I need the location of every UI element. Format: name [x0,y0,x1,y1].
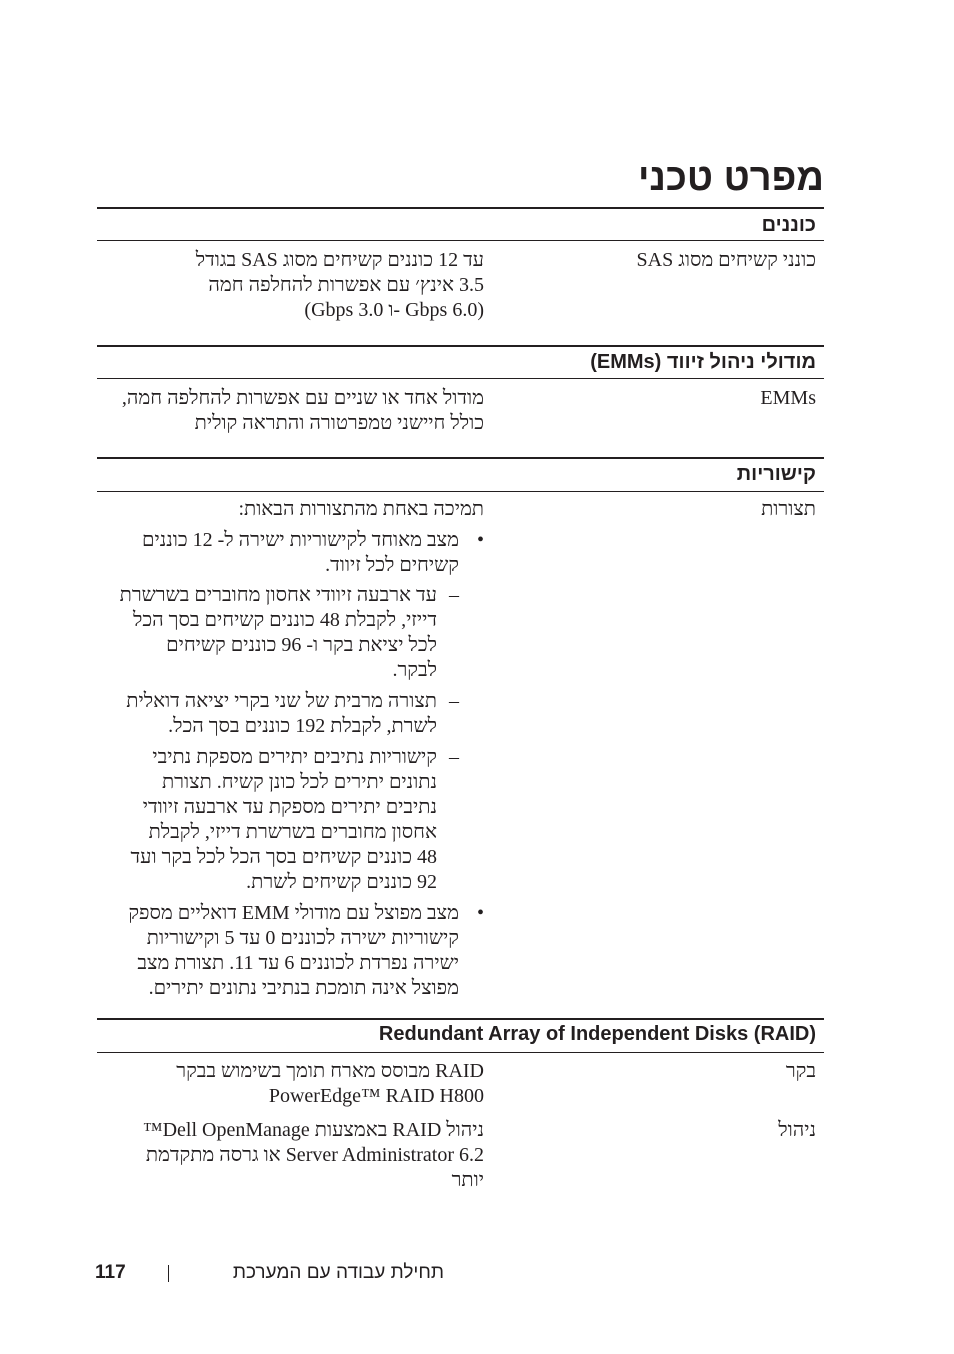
desc-line [104,1084,484,1109]
desc-line: 3.5 אינץ׳ עם אפשרות להחלפה חמה [208,274,484,296]
title-rule [97,207,824,209]
config-list [104,528,484,1001]
sub-item-max-config [104,689,481,739]
footer-chapter-title: תחילת עבודה עם המערכת [232,1262,444,1283]
row-desc-management [104,1118,484,1193]
section-title-emms: מודולי ניהול זיווד (EMMs) [590,351,816,373]
item-line: – תצורה מרבית של שני בקרי יציאה דואלית [126,690,437,712]
row-desc-controller [104,1059,484,1109]
item-line: – עד ארבעה זיוודי אחסון מחוברים בשרשרת [119,584,437,606]
item-line: ישירה נפרדת לכוננים 6 עד 11. תצורת מצב [137,952,459,974]
desc-line: RAID מבוסס מארח תומך בשימוש בבקר [176,1060,484,1082]
page-title: מפרט טכני [638,157,824,199]
row-label-management: ניהול [778,1119,816,1141]
item-line: קשיחים לכל זיווד. [325,554,459,576]
item-line: – קישוריות נתיבים יתירים מספקת נתיבי [152,746,437,768]
section-top-rule [97,1018,824,1020]
desc-line: (6.0 Gbps -ו 3.0 Gbps) [304,299,484,321]
section-title-raid: (RAID) Redundant Array of Independent Disks [378,1023,816,1045]
desc-line: Server Administrator 6.2 או גרסה מתקדמת [145,1144,484,1166]
item-line: לכל יציאת בקר ו- 96 כוננים קשיחים [166,634,437,656]
desc-line: יותר [451,1169,484,1191]
item-line: אחסון מחוברים בשרשרת דייזי, לקבלת [148,821,437,843]
desc-line: מודול אחד או שניים עם אפשרות להחלפה חמה, [121,387,484,409]
footer-divider [168,1265,169,1282]
item-line: קישוריות ישירה לכוננים 0 עד 5 וקישוריות [146,927,459,949]
section-rule [97,491,824,492]
list-item-unified-mode [104,528,484,895]
item-line: נתיבים יתירים מספקת עד ארבעה זיוודי [142,796,437,818]
item-line: • מצב מאוחד לקישוריות ישירה ל- 12 כוננים [142,529,459,551]
item-line: 92 כוננים קשיחים לשרת. [246,871,437,893]
desc-line: ניהול RAID באמצעות Dell OpenManage™ [142,1119,484,1141]
desc-intro: תמיכה באחת מהתצורות הבאות: [238,498,484,520]
section-top-rule [97,457,824,459]
row-desc-sas-drives [104,248,484,323]
row-label-sas-drives: כונני קשיחים מסוג SAS [636,249,816,271]
item-line: מפוצל אינה תומכת בנתיבי נתונים יתירים. [148,977,459,999]
section-rule [97,378,824,379]
sub-item-daisy-chain [104,583,481,683]
desc-line: עד 12 כוננים קשיחים מסוג SAS בגודל [195,249,484,271]
sub-item-redundant-paths [104,745,459,895]
item-line: לשרת, לקבלת 192 כוננים בסך הכל. [168,715,437,737]
row-label-configurations: תצורות [761,498,816,520]
item-line: 48 כוננים קשיחים בסך הכל לכל בקר ועד [130,846,437,868]
row-desc-emms [104,386,484,436]
page-number: 117 [95,1262,126,1283]
section-rule [97,240,824,241]
item-line: לבקר. [392,659,437,681]
section-rule [97,1052,824,1053]
section-title-drives: כוננים [761,214,816,236]
item-line: נתונים יתירים לכל כונן קשיח. תצורת [161,771,437,793]
row-label-controller: בקר [785,1060,816,1082]
sub-list [104,583,459,895]
item-line: • מצב מפוצל עם מודולי EMM דואליים מספק [128,902,459,924]
row-desc-configurations [104,497,484,1005]
item-line: דייזי, לקבלת 48 כוננים קשיחים בסך הכל [133,609,437,631]
desc-line: כולל חיישני טמפרטורה והתראה קולית [194,412,484,434]
section-top-rule [97,345,824,347]
row-label-emms: EMMs [760,387,816,409]
section-title-connectivity: קישוריות [736,463,816,485]
list-item-split-mode [104,901,484,1001]
desc-line-ltr: PowerEdge™ RAID H800 [268,1085,484,1107]
